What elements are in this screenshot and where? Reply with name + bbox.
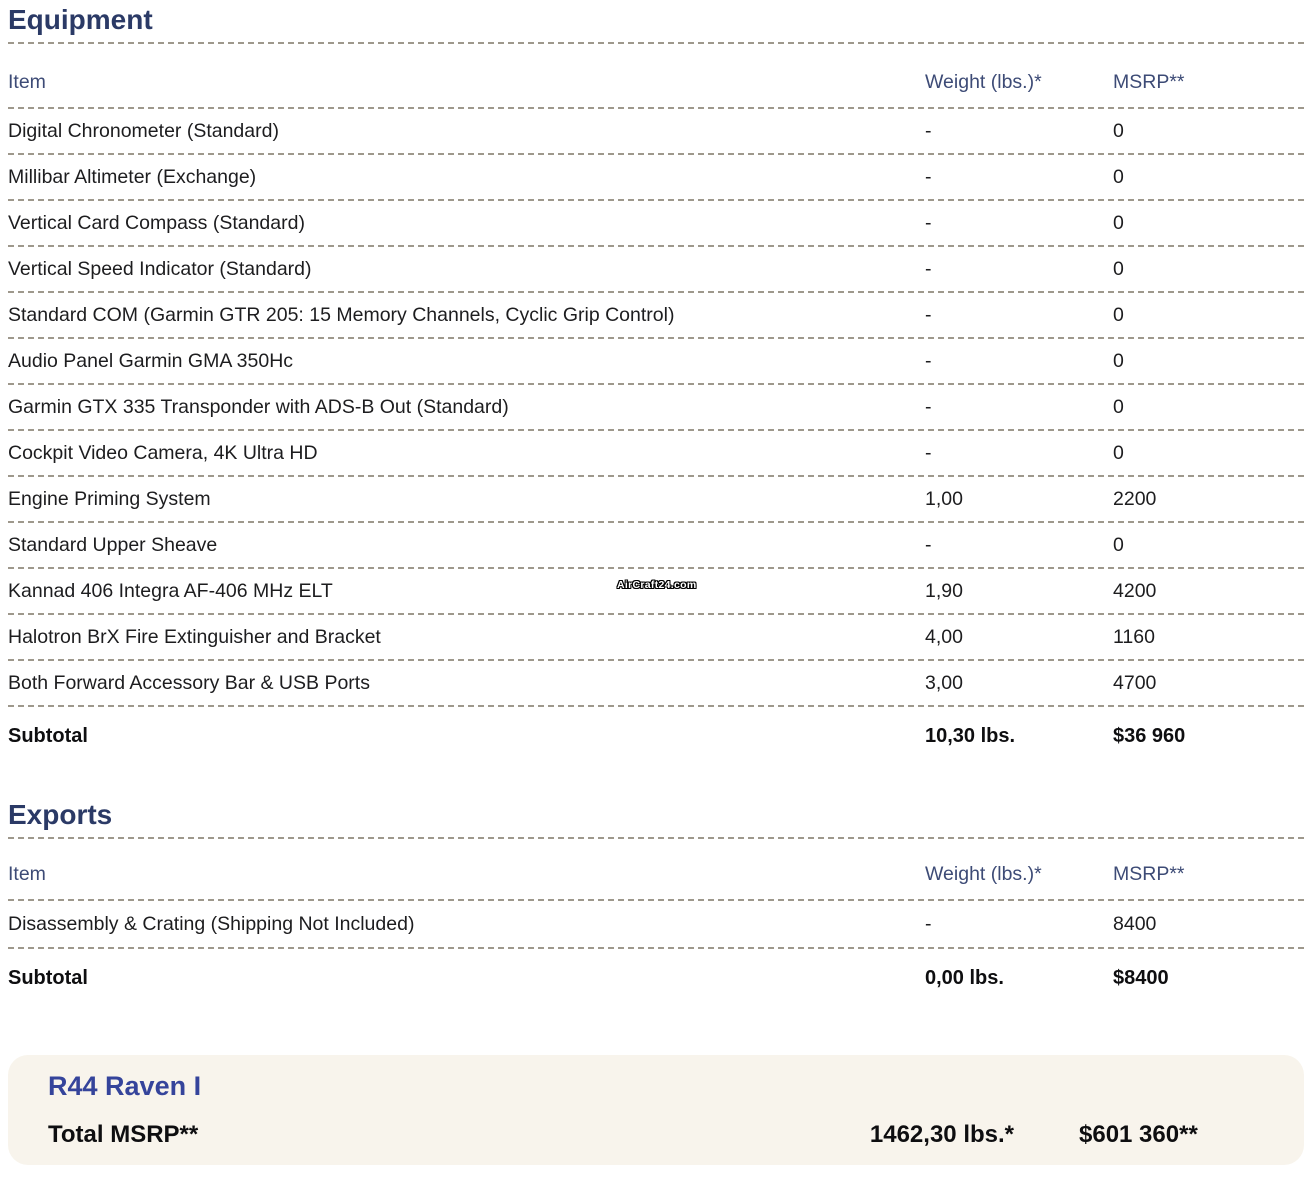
msrp-cell: 0: [1113, 165, 1124, 188]
item-cell: Disassembly & Crating (Shipping Not Included): [8, 912, 415, 935]
total-msrp-value: $601 360**: [1079, 1121, 1198, 1148]
item-cell: Audio Panel Garmin GMA 350Hc: [8, 349, 294, 372]
column-header-item: Item: [8, 70, 46, 93]
exports-section: [8, 795, 1304, 1003]
exports-subtotal-row: [8, 949, 1304, 1003]
weight-cell: 1,90: [925, 579, 963, 602]
msrp-cell: 0: [1113, 395, 1124, 418]
msrp-cell: 8400: [1113, 912, 1157, 935]
table-row: [8, 661, 1304, 707]
equipment-table-body: [8, 109, 1304, 707]
table-row: [8, 385, 1304, 431]
table-row: [8, 339, 1304, 385]
equipment-section-title: Equipment: [8, 0, 1304, 44]
table-row: [8, 109, 1304, 155]
weight-cell: -: [925, 257, 932, 280]
subtotal-msrp: $8400: [1113, 966, 1169, 989]
subtotal-label: Subtotal: [8, 724, 88, 747]
weight-cell: -: [925, 349, 932, 372]
item-cell: Vertical Speed Indicator (Standard): [8, 257, 312, 280]
column-header-msrp: MSRP**: [1113, 862, 1185, 885]
equipment-subtotal-row: [8, 707, 1304, 761]
table-row: [8, 247, 1304, 293]
item-cell: Standard Upper Sheave: [8, 533, 218, 556]
msrp-cell: 0: [1113, 119, 1124, 142]
total-msrp-label: Total MSRP**: [48, 1121, 199, 1148]
item-cell: Digital Chronometer (Standard): [8, 119, 279, 142]
exports-table-body: [8, 901, 1304, 949]
item-cell: Standard COM (Garmin GTR 205: 15 Memory Channels, Cyclic Grip Control): [8, 303, 675, 326]
subtotal-label: Subtotal: [8, 966, 88, 989]
weight-cell: -: [925, 441, 932, 464]
model-name: R44 Raven I: [48, 1071, 202, 1101]
weight-cell: -: [925, 303, 932, 326]
weight-cell: 3,00: [925, 671, 963, 694]
site-watermark: AirCraft24.com: [617, 579, 697, 591]
table-row: [8, 431, 1304, 477]
item-cell: Cockpit Video Camera, 4K Ultra HD: [8, 441, 318, 464]
exports-section-title: Exports: [8, 795, 1304, 839]
table-row: [8, 523, 1304, 569]
subtotal-weight: 0,00 lbs.: [925, 966, 1004, 989]
equipment-section: [8, 0, 1304, 761]
total-msrp-row: [48, 1121, 1304, 1149]
weight-cell: -: [925, 165, 932, 188]
column-header-weight: Weight (lbs.)*: [925, 862, 1042, 885]
msrp-cell: 4200: [1113, 579, 1157, 602]
table-row: [8, 615, 1304, 661]
msrp-cell: 0: [1113, 303, 1124, 326]
item-cell: Kannad 406 Integra AF-406 MHz ELT: [8, 579, 333, 602]
subtotal-msrp: $36 960: [1113, 724, 1186, 747]
msrp-cell: 0: [1113, 211, 1124, 234]
weight-cell: 4,00: [925, 625, 963, 648]
exports-table-header: [8, 839, 1304, 901]
msrp-cell: 2200: [1113, 487, 1157, 510]
total-summary-card: [8, 1055, 1304, 1165]
column-header-weight: Weight (lbs.)*: [925, 70, 1042, 93]
column-header-item: Item: [8, 862, 46, 885]
equipment-table-header: [8, 44, 1304, 109]
item-cell: Engine Priming System: [8, 487, 211, 510]
item-cell: Both Forward Accessory Bar & USB Ports: [8, 671, 370, 694]
table-row: [8, 477, 1304, 523]
weight-cell: -: [925, 912, 932, 935]
column-header-msrp: MSRP**: [1113, 70, 1185, 93]
msrp-cell: 4700: [1113, 671, 1157, 694]
msrp-cell: 0: [1113, 257, 1124, 280]
weight-cell: -: [925, 533, 932, 556]
msrp-cell: 1160: [1113, 625, 1155, 648]
total-weight-value: 1462,30 lbs.*: [869, 1121, 1014, 1148]
table-row: [8, 901, 1304, 949]
item-cell: Millibar Altimeter (Exchange): [8, 165, 257, 188]
msrp-cell: 0: [1113, 533, 1124, 556]
table-row: [8, 293, 1304, 339]
msrp-cell: 0: [1113, 349, 1124, 372]
weight-cell: -: [925, 395, 932, 418]
weight-cell: 1,00: [925, 487, 963, 510]
weight-cell: -: [925, 119, 932, 142]
item-cell: Vertical Card Compass (Standard): [8, 211, 305, 234]
item-cell: Halotron BrX Fire Extinguisher and Bracket: [8, 625, 381, 648]
table-row: [8, 569, 1304, 615]
weight-cell: -: [925, 211, 932, 234]
item-cell: Garmin GTX 335 Transponder with ADS-B Out (Standard): [8, 395, 509, 418]
msrp-cell: 0: [1113, 441, 1124, 464]
table-row: [8, 155, 1304, 201]
table-row: [8, 201, 1304, 247]
subtotal-weight: 10,30 lbs.: [925, 724, 1016, 747]
